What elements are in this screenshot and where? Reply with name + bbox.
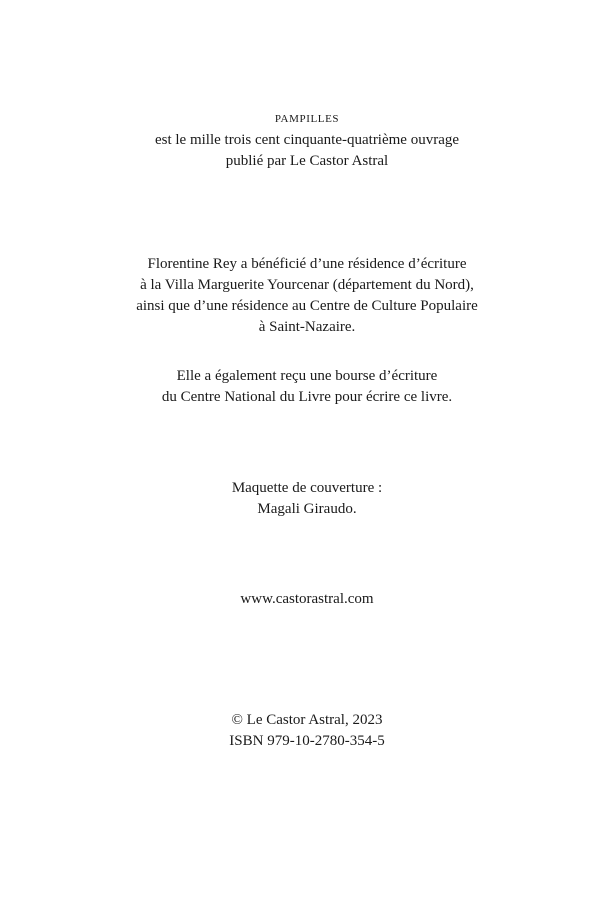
publication-notice xyxy=(0,110,614,172)
grant-line-1: Elle a également reçu une bourse d’écriture xyxy=(176,368,438,384)
grant-line-2: du Centre National du Livre pour écrire ce livre. xyxy=(161,389,453,405)
cover-credit-name: Magali Giraudo. xyxy=(257,501,357,517)
cover-credit xyxy=(0,478,614,520)
website-url: www.castorastral.com xyxy=(240,591,374,607)
residence-line-2: à la Villa Marguerite Yourcenar (département du Nord), xyxy=(140,277,474,293)
isbn-line: ISBN 979-10-2780-354-5 xyxy=(229,733,385,749)
publication-notice-line-1: est le mille trois cent cinquante-quatrième ouvrage xyxy=(154,132,460,148)
book-title: PAMPILLES xyxy=(274,113,340,125)
cover-credit-label: Maquette de couverture : xyxy=(231,480,383,496)
copyright-line: © Le Castor Astral, 2023 xyxy=(231,712,383,728)
publisher-website xyxy=(0,589,614,610)
residence-notice xyxy=(0,254,614,338)
grant-notice xyxy=(0,366,614,408)
publication-notice-line-2: publié par Le Castor Astral xyxy=(225,153,389,169)
residence-line-4: à Saint-Nazaire. xyxy=(258,319,356,335)
residence-line-3: ainsi que d’une résidence au Centre de Culture Populaire xyxy=(136,298,478,314)
residence-line-1: Florentine Rey a bénéficié d’une résidence d’écriture xyxy=(147,256,467,272)
copyright-notice xyxy=(0,710,614,752)
